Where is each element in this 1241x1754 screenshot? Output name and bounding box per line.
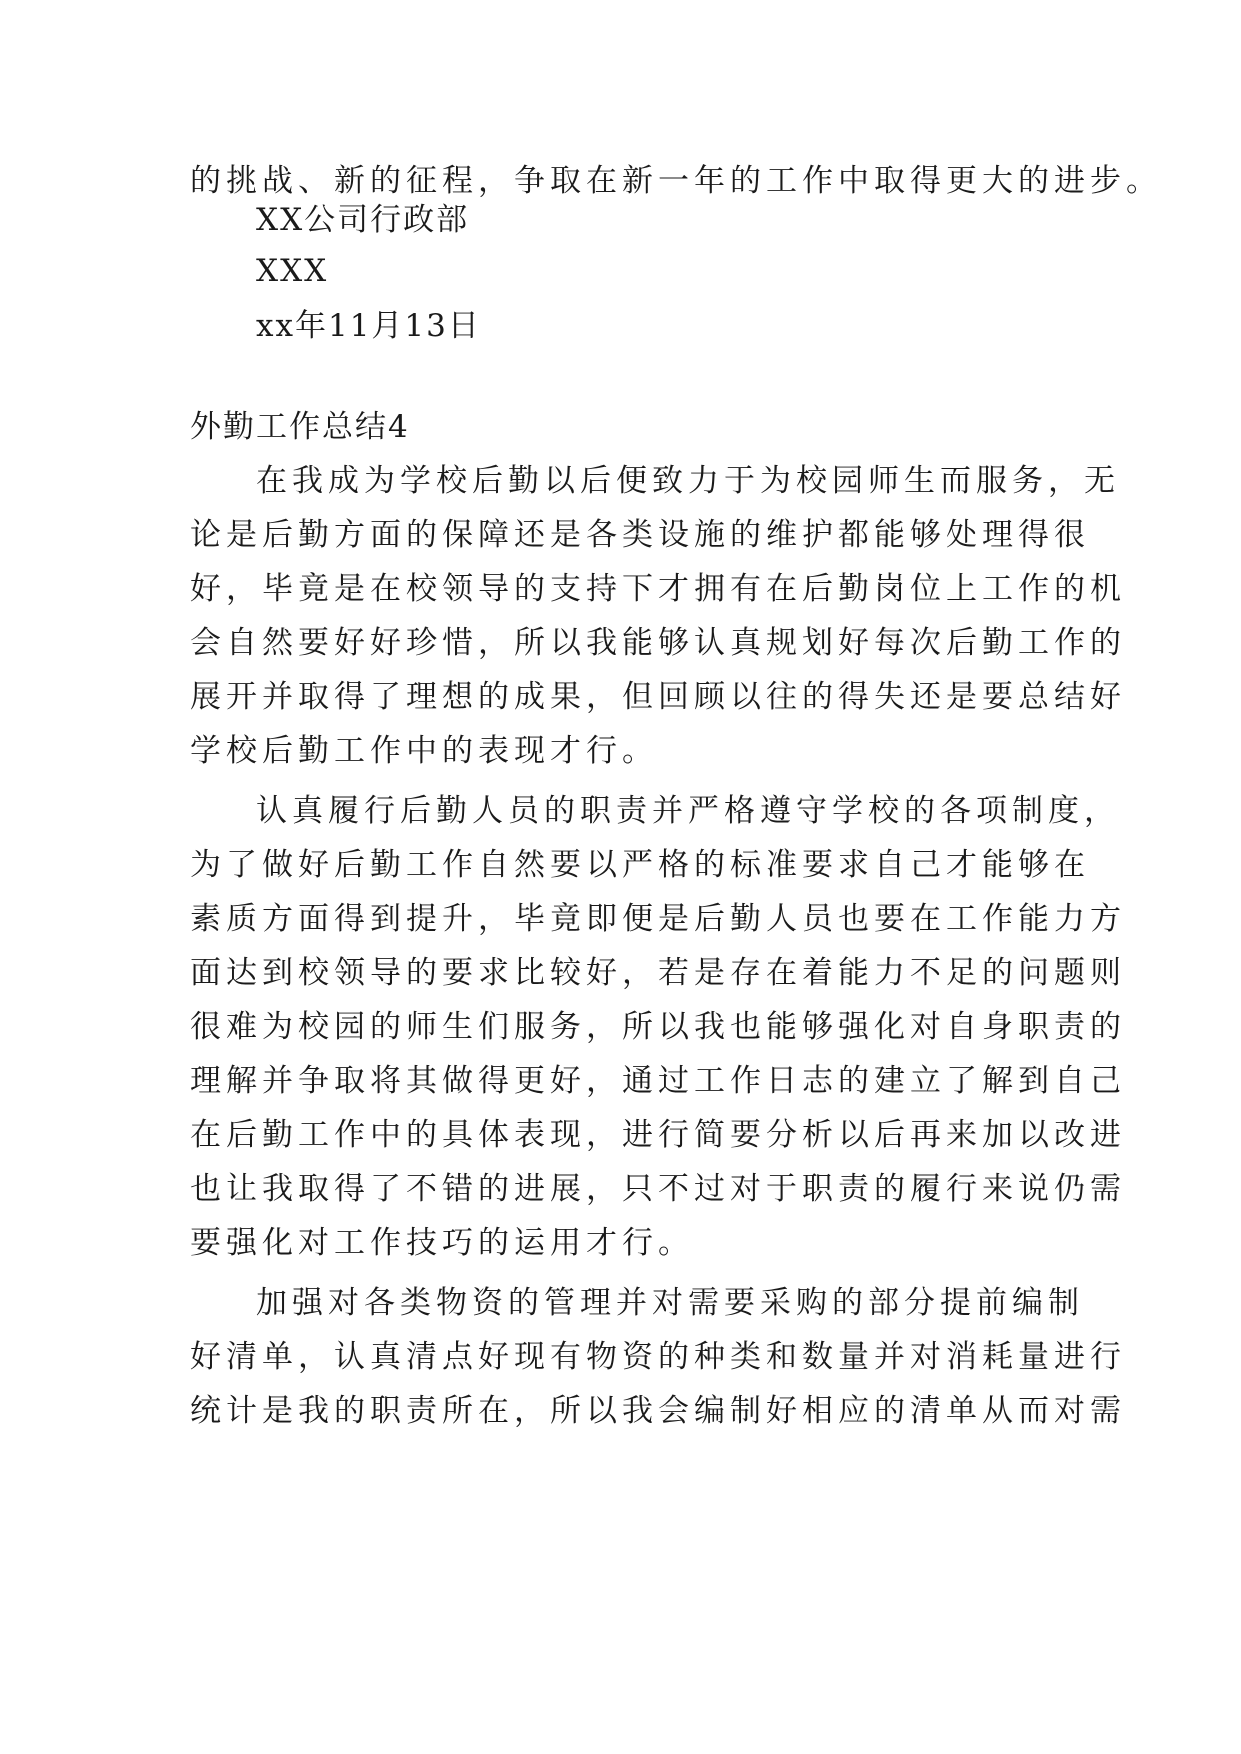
paragraph-line: 加强对各类物资的管理并对需要采购的部分提前编制 [256, 1285, 1084, 1321]
paragraph-line: 统计是我的职责所在，所以我会编制好相应的清单从而对需 [190, 1393, 1126, 1429]
paragraph-line: 理解并争取将其做得更好，通过工作日志的建立了解到自己 [190, 1063, 1126, 1099]
paragraph-line: 展开并取得了理想的成果，但回顾以往的得失还是要总结好 [190, 679, 1126, 715]
signature-date: xx年11月13日 [256, 308, 481, 344]
paragraph-line: 很难为校园的师生们服务，所以我也能够强化对自身职责的 [190, 1009, 1126, 1045]
paragraph-line: 为了做好后勤工作自然要以严格的标准要求自己才能够在 [190, 847, 1090, 883]
signature-name: XXX [256, 253, 329, 289]
paragraph-line: 认真履行后勤人员的职责并严格遵守学校的各项制度， [256, 793, 1120, 829]
paragraph-line: 会自然要好好珍惜，所以我能够认真规划好每次后勤工作的 [190, 625, 1126, 661]
paragraph-line: 好，毕竟是在校领导的支持下才拥有在后勤岗位上工作的机 [190, 571, 1126, 607]
paragraph-line: 素质方面得到提升，毕竟即便是后勤人员也要在工作能力方 [190, 901, 1126, 937]
signature-org: XX公司行政部 [256, 202, 470, 238]
paragraph-line: 要强化对工作技巧的运用才行。 [190, 1225, 694, 1261]
continuation-line: 的挑战、新的征程，争取在新一年的工作中取得更大的进步。 [190, 163, 1162, 199]
paragraph-line: 学校后勤工作中的表现才行。 [190, 733, 658, 769]
paragraph-line: 在我成为学校后勤以后便致力于为校园师生而服务，无 [256, 463, 1120, 499]
paragraph-line: 在后勤工作中的具体表现，进行简要分析以后再来加以改进 [190, 1117, 1126, 1153]
paragraph-line: 论是后勤方面的保障还是各类设施的维护都能够处理得很 [190, 517, 1090, 553]
paragraph-line: 也让我取得了不错的进展，只不过对于职责的履行来说仍需 [190, 1171, 1126, 1207]
section-title: 外勤工作总结4 [190, 409, 410, 445]
paragraph-line: 好清单，认真清点好现有物资的种类和数量并对消耗量进行 [190, 1339, 1126, 1375]
paragraph-line: 面达到校领导的要求比较好，若是存在着能力不足的问题则 [190, 955, 1126, 991]
